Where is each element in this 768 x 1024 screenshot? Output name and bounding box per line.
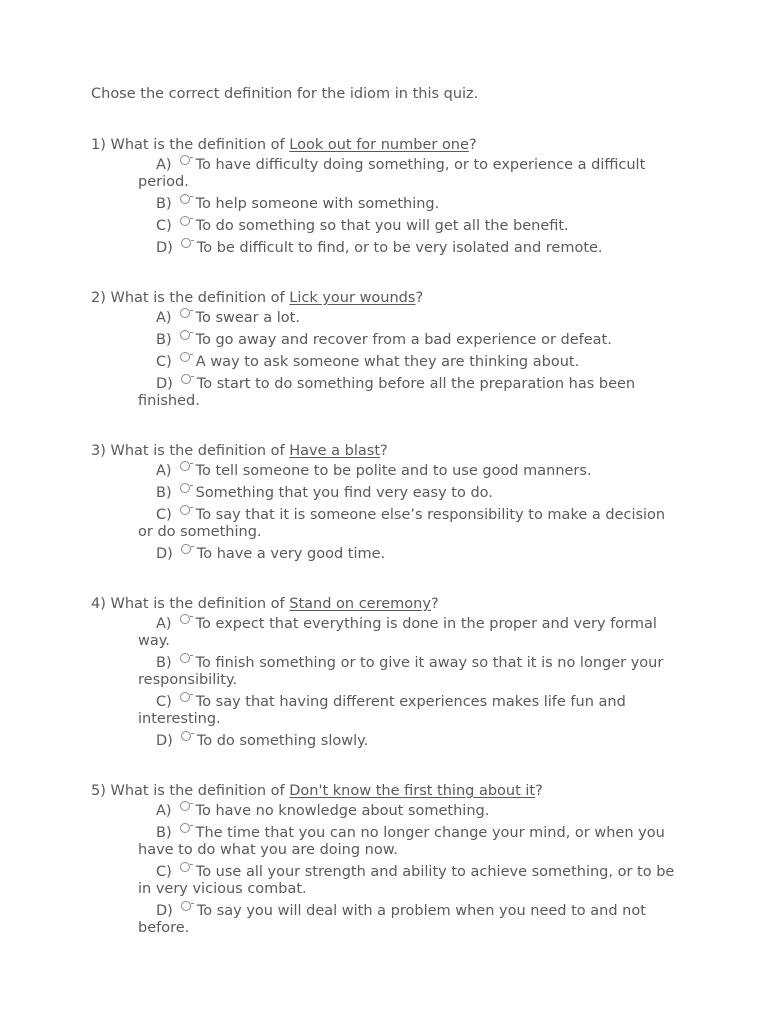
option-text: To swear a lot. bbox=[195, 310, 300, 326]
radio-button-icon[interactable] bbox=[180, 801, 190, 811]
question-prefix: What is the definition of bbox=[110, 137, 285, 153]
option-letter: C) bbox=[156, 694, 172, 710]
option-letter: A) bbox=[156, 310, 172, 326]
idiom-phrase: Have a blast bbox=[289, 443, 381, 459]
option-text: To finish something or to give it away so that it is no longer your responsibility. bbox=[138, 655, 664, 688]
option-letter: D) bbox=[156, 903, 173, 919]
answer-option bbox=[91, 196, 681, 213]
question-2 bbox=[91, 288, 681, 410]
question-stem bbox=[91, 594, 681, 614]
option-letter: A) bbox=[156, 157, 172, 173]
option-text: To do something slowly. bbox=[196, 733, 369, 749]
answer-option bbox=[91, 546, 681, 563]
question-number: 2) bbox=[91, 290, 106, 306]
option-letter: B) bbox=[156, 485, 172, 501]
radio-button-icon[interactable] bbox=[180, 352, 190, 362]
question-mark: ? bbox=[535, 783, 543, 799]
quiz-document bbox=[91, 84, 681, 942]
question-stem bbox=[91, 135, 681, 155]
answer-option bbox=[91, 694, 681, 728]
question-mark: ? bbox=[415, 290, 424, 306]
option-letter: A) bbox=[156, 616, 172, 632]
question-number: 4) bbox=[91, 596, 106, 612]
question-mark: ? bbox=[468, 137, 477, 153]
radio-button-icon[interactable] bbox=[180, 483, 190, 493]
option-text: To start to do something before all the preparation has been finished. bbox=[138, 376, 636, 409]
option-letter: B) bbox=[156, 825, 172, 841]
answer-option bbox=[91, 463, 681, 480]
radio-button-icon[interactable] bbox=[180, 461, 190, 471]
option-letter: A) bbox=[156, 803, 172, 819]
question-stem bbox=[91, 288, 681, 308]
option-letter: C) bbox=[156, 354, 172, 370]
answer-option bbox=[91, 485, 681, 502]
option-text: To say that having different experiences makes life fun and interesting. bbox=[138, 694, 626, 727]
radio-button-icon[interactable] bbox=[181, 238, 191, 248]
radio-button-icon[interactable] bbox=[180, 862, 190, 872]
option-text: A way to ask someone what they are thinking about. bbox=[195, 354, 580, 370]
option-letter: C) bbox=[156, 507, 172, 523]
radio-button-icon[interactable] bbox=[180, 330, 190, 340]
answer-option bbox=[91, 332, 681, 349]
question-prefix: What is the definition of bbox=[110, 596, 285, 612]
option-letter: D) bbox=[156, 546, 173, 562]
option-letter: B) bbox=[156, 655, 172, 671]
idiom-phrase: Look out for number one bbox=[289, 137, 469, 153]
question-stem bbox=[91, 781, 681, 801]
radio-button-icon[interactable] bbox=[180, 194, 190, 204]
option-letter: D) bbox=[156, 240, 173, 256]
radio-button-icon[interactable] bbox=[181, 544, 191, 554]
option-text: To have a very good time. bbox=[196, 546, 386, 562]
option-letter: A) bbox=[156, 463, 172, 479]
answer-option bbox=[91, 655, 681, 689]
option-text: To do something so that you will get all the benefit. bbox=[195, 218, 569, 234]
answer-option bbox=[91, 157, 681, 191]
radio-button-icon[interactable] bbox=[181, 731, 191, 741]
question-number: 3) bbox=[91, 443, 106, 459]
option-text: To help someone with something. bbox=[195, 196, 440, 212]
option-letter: B) bbox=[156, 196, 172, 212]
option-text: To expect that everything is done in the proper and very formal way. bbox=[138, 616, 657, 649]
answer-option bbox=[91, 240, 681, 257]
idiom-phrase: Don't know the first thing about it bbox=[289, 783, 536, 799]
answer-option bbox=[91, 354, 681, 371]
option-letter: B) bbox=[156, 332, 172, 348]
answer-option bbox=[91, 903, 681, 937]
radio-button-icon[interactable] bbox=[180, 155, 190, 165]
radio-button-icon[interactable] bbox=[180, 505, 190, 515]
radio-button-icon[interactable] bbox=[180, 308, 190, 318]
option-letter: D) bbox=[156, 376, 173, 392]
radio-button-icon[interactable] bbox=[180, 692, 190, 702]
answer-option bbox=[91, 310, 681, 327]
option-text: To say that it is someone else’s responsibility to make a decision or do something. bbox=[138, 507, 666, 540]
answer-option bbox=[91, 864, 681, 898]
answer-option bbox=[91, 803, 681, 820]
question-stem bbox=[91, 441, 681, 461]
option-letter: D) bbox=[156, 733, 173, 749]
radio-button-icon[interactable] bbox=[180, 653, 190, 663]
question-1 bbox=[91, 135, 681, 257]
answer-option bbox=[91, 733, 681, 750]
quiz-instructions: Chose the correct definition for the idiom in this quiz. bbox=[91, 86, 479, 102]
option-text: To say you will deal with a problem when you need to and not before. bbox=[138, 903, 646, 936]
answer-option bbox=[91, 825, 681, 859]
question-prefix: What is the definition of bbox=[110, 290, 285, 306]
question-list bbox=[91, 135, 681, 937]
question-prefix: What is the definition of bbox=[110, 783, 285, 799]
option-text: Something that you find very easy to do. bbox=[195, 485, 493, 501]
answer-option bbox=[91, 616, 681, 650]
question-5 bbox=[91, 781, 681, 937]
question-4 bbox=[91, 594, 681, 750]
question-prefix: What is the definition of bbox=[110, 443, 285, 459]
option-text: To go away and recover from a bad experience or defeat. bbox=[195, 332, 612, 348]
option-letter: C) bbox=[156, 864, 172, 880]
question-number: 5) bbox=[91, 783, 106, 799]
option-text: To tell someone to be polite and to use good manners. bbox=[195, 463, 592, 479]
option-text: To be difficult to find, or to be very isolated and remote. bbox=[196, 240, 603, 256]
radio-button-icon[interactable] bbox=[180, 614, 190, 624]
radio-button-icon[interactable] bbox=[180, 823, 190, 833]
question-mark: ? bbox=[430, 596, 439, 612]
option-text: To have no knowledge about something. bbox=[195, 803, 490, 819]
answer-option bbox=[91, 376, 681, 410]
option-text: The time that you can no longer change your mind, or when you have to do what you are doing now. bbox=[138, 825, 665, 858]
option-text: To have difficulty doing something, or to experience a difficult period. bbox=[138, 157, 646, 190]
radio-button-icon[interactable] bbox=[181, 901, 191, 911]
question-number: 1) bbox=[91, 137, 106, 153]
option-text: To use all your strength and ability to achieve something, or to be in very vicious combat. bbox=[138, 864, 675, 897]
answer-option bbox=[91, 218, 681, 235]
radio-button-icon[interactable] bbox=[181, 374, 191, 384]
option-letter: C) bbox=[156, 218, 172, 234]
answer-option bbox=[91, 507, 681, 541]
question-mark: ? bbox=[380, 443, 388, 459]
idiom-phrase: Lick your wounds bbox=[289, 290, 416, 306]
idiom-phrase: Stand on ceremony bbox=[289, 596, 431, 612]
radio-button-icon[interactable] bbox=[180, 216, 190, 226]
question-3 bbox=[91, 441, 681, 563]
